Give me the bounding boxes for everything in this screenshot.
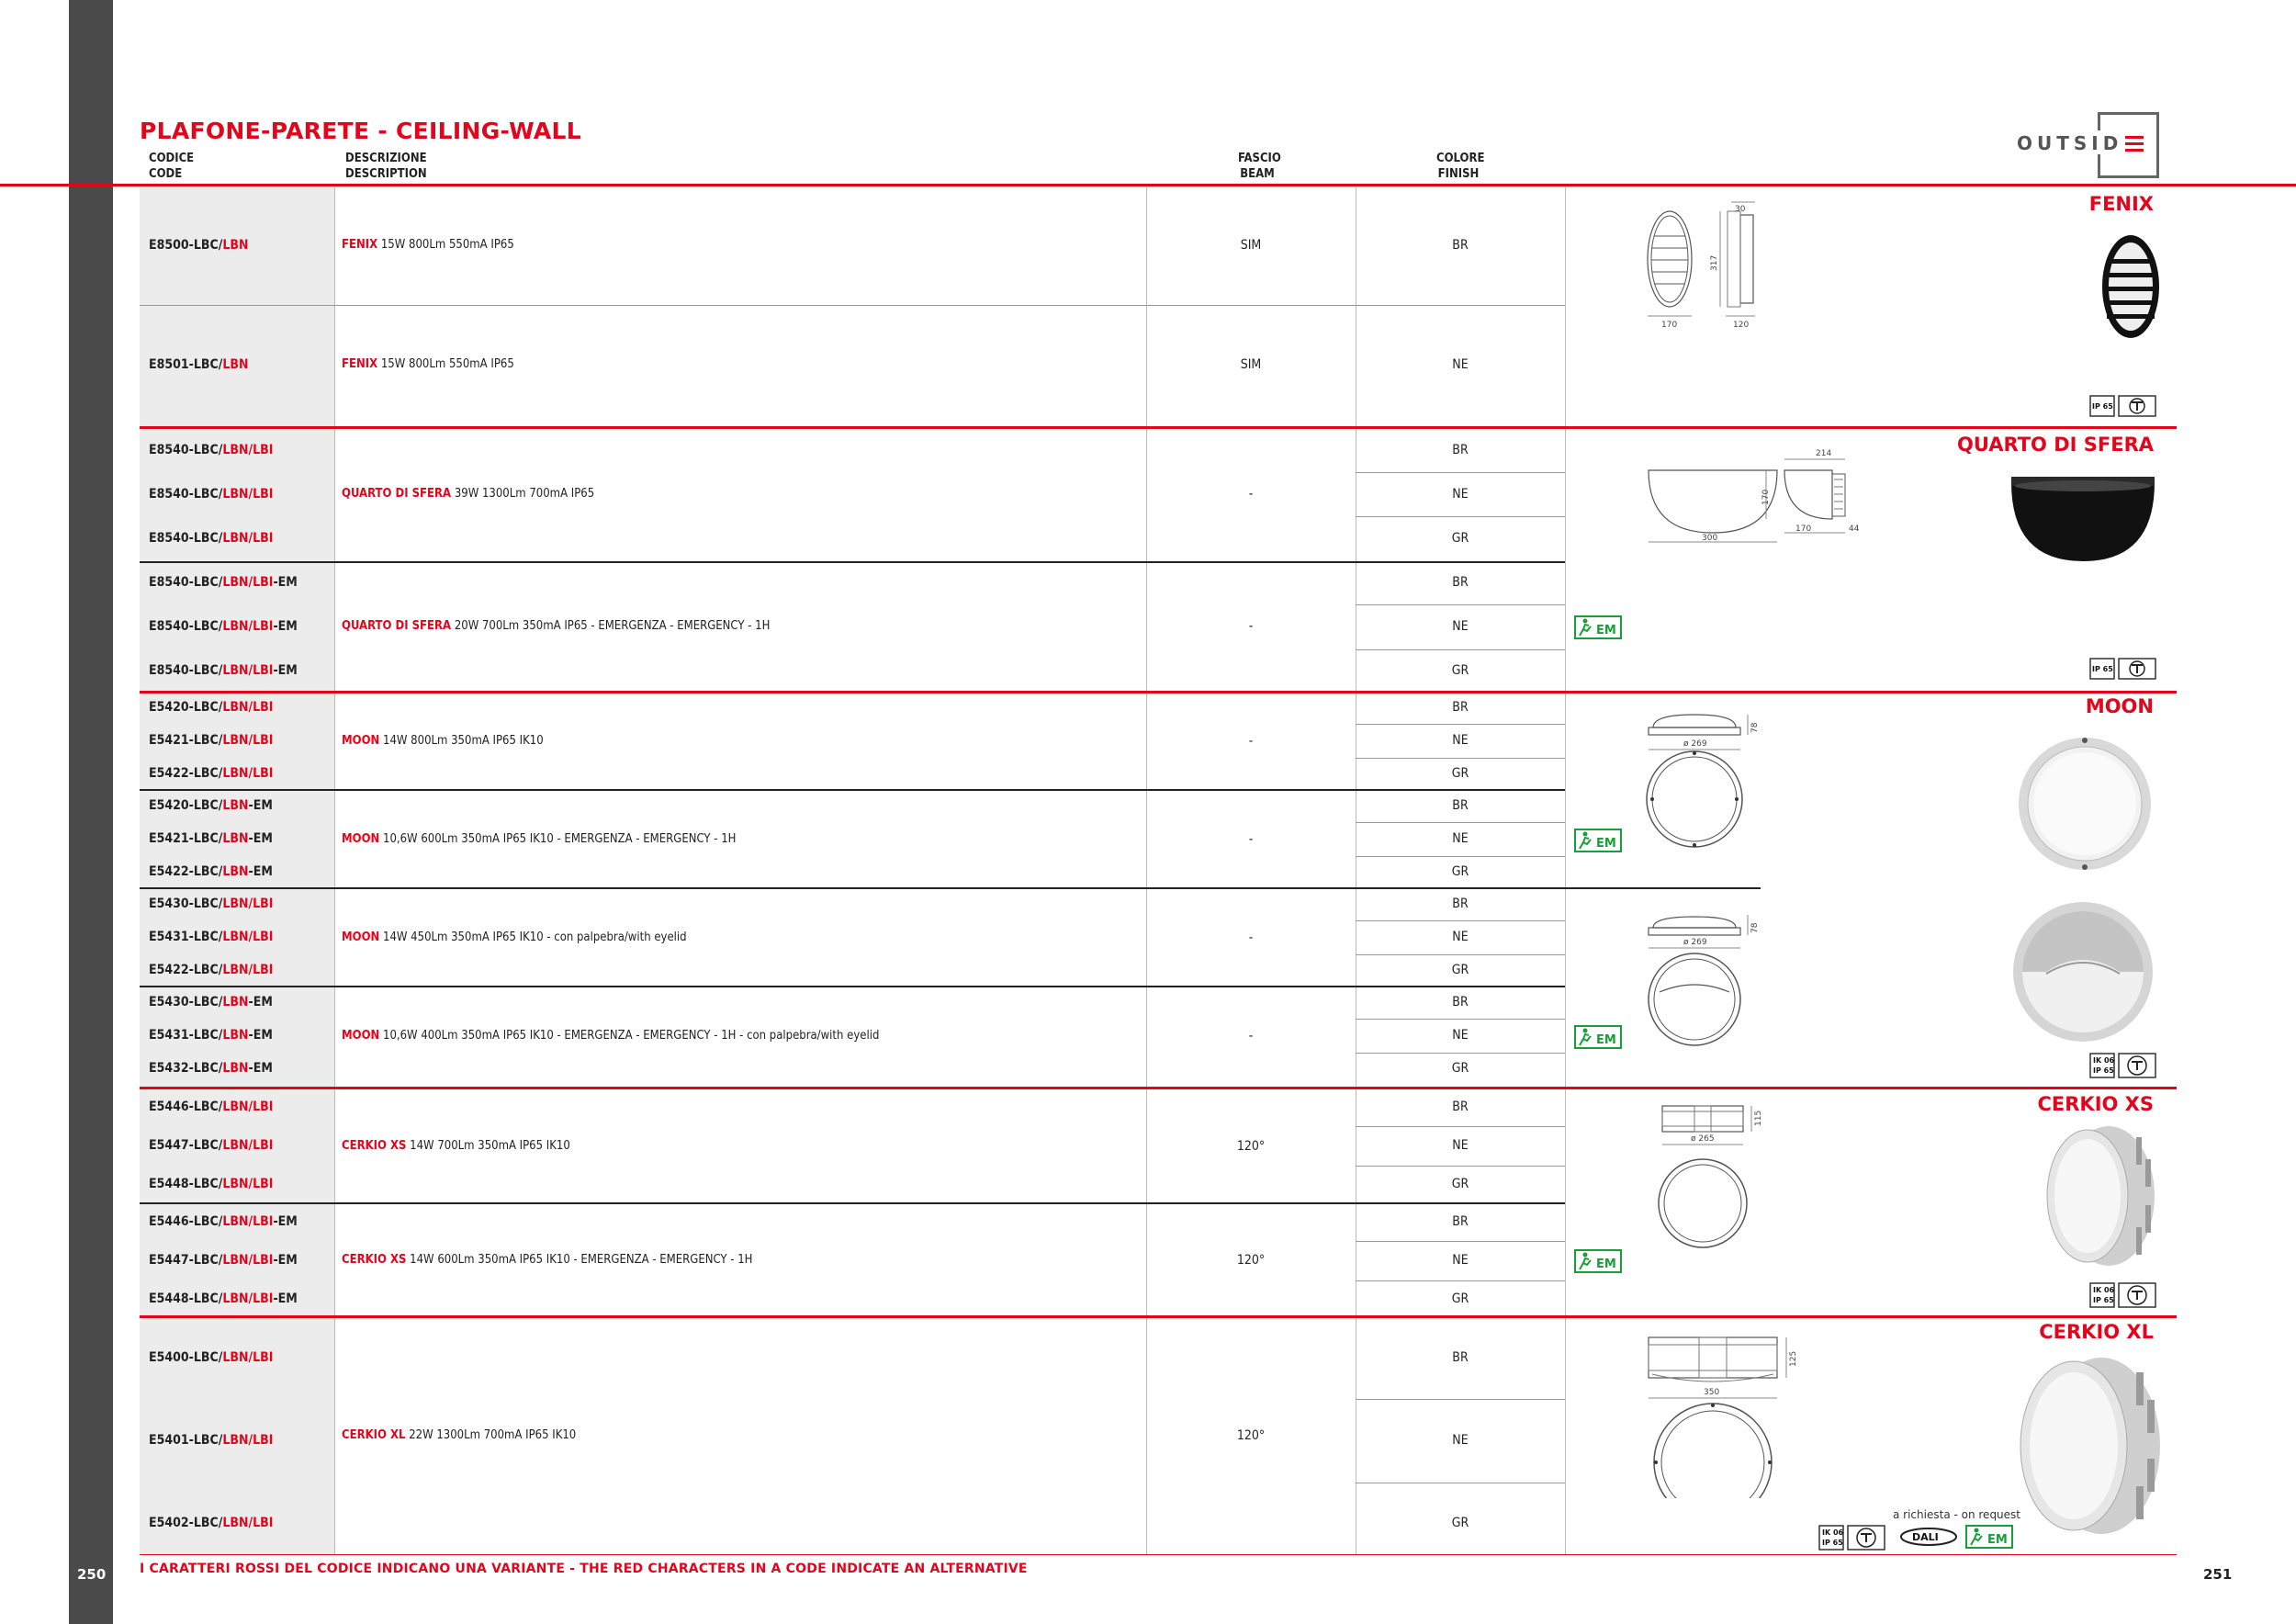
code-variant: LBN bbox=[222, 831, 249, 846]
beam-value: - bbox=[1248, 831, 1254, 847]
finish-value: NE bbox=[1452, 1253, 1469, 1268]
group-divider-red bbox=[140, 426, 2177, 429]
code-variant: LBN/LBI bbox=[222, 487, 274, 502]
ip-rating-and-thermal-icon bbox=[2089, 1282, 2157, 1310]
quarto-dim-width: 300 bbox=[1702, 534, 1718, 543]
finish-value: BR bbox=[1452, 897, 1469, 911]
cerkio-xl-dim-height: 125 bbox=[1789, 1350, 1798, 1367]
finish-value: BR bbox=[1452, 443, 1469, 457]
ip65-label: IP 65 bbox=[2093, 1066, 2114, 1075]
beam-value: 120° bbox=[1236, 1138, 1266, 1154]
code-suffix: -EM bbox=[248, 1061, 273, 1076]
cerkio-xl-technical-drawing bbox=[1639, 1328, 1805, 1498]
row-divider bbox=[1356, 472, 1565, 473]
product-description bbox=[342, 357, 514, 371]
code-variant: LBN bbox=[222, 995, 249, 1009]
product-spec: 14W 700Lm 350mA IP65 IK10 bbox=[406, 1138, 570, 1153]
code-suffix: -EM bbox=[248, 831, 273, 846]
product-code bbox=[149, 1028, 273, 1043]
code-base: E8540-LBC/ bbox=[149, 443, 223, 457]
row-divider bbox=[140, 305, 1565, 306]
header-finish-it: COLORE bbox=[1436, 152, 1485, 165]
moon-technical-drawing bbox=[1639, 705, 1786, 871]
code-variant: LBN/LBI bbox=[222, 1516, 274, 1530]
column-divider bbox=[1565, 187, 1566, 1554]
header-desc-it: DESCRIZIONE bbox=[345, 152, 427, 165]
brand-logo-frame-part bbox=[2098, 112, 2100, 130]
code-variant: LBN/LBI bbox=[222, 575, 274, 590]
product-code bbox=[149, 663, 298, 678]
ip-rating-and-thermal-icon bbox=[2089, 1053, 2157, 1080]
product-description bbox=[342, 238, 514, 252]
fenix-technical-drawing bbox=[1639, 195, 1814, 333]
ip-rating-and-thermal-icon bbox=[2089, 658, 2157, 682]
finish-value: GR bbox=[1451, 1177, 1469, 1191]
row-divider bbox=[1356, 856, 1565, 857]
code-base: E5431-LBC/ bbox=[149, 930, 223, 944]
beam-value: SIM bbox=[1240, 238, 1262, 253]
product-spec: 15W 800Lm 550mA IP65 bbox=[377, 238, 514, 252]
product-code bbox=[149, 1214, 298, 1229]
group-divider-red bbox=[140, 691, 2177, 694]
product-description bbox=[342, 1253, 752, 1267]
brand-logo-frame-part bbox=[2098, 154, 2100, 175]
code-suffix: -EM bbox=[273, 1214, 298, 1229]
product-code bbox=[149, 930, 273, 944]
finish-value: GR bbox=[1451, 766, 1469, 781]
row-divider bbox=[1356, 1280, 1565, 1281]
finish-value: NE bbox=[1452, 930, 1469, 944]
product-family-name: MOON bbox=[342, 733, 380, 748]
code-variant: LBN/LBI bbox=[222, 897, 274, 911]
emergency-em-icon bbox=[1965, 1525, 2013, 1549]
product-spec: 14W 450Lm 350mA IP65 IK10 - con palpebra/with eyelid bbox=[379, 930, 687, 944]
finish-value: NE bbox=[1452, 733, 1469, 748]
product-code bbox=[149, 1350, 273, 1365]
beam-value: - bbox=[1248, 930, 1254, 945]
finish-value: NE bbox=[1452, 619, 1469, 634]
ip65-label: IP 65 bbox=[2093, 1296, 2114, 1304]
fenix-product-image bbox=[2099, 231, 2163, 342]
exit-running-man-icon bbox=[1574, 615, 1622, 639]
product-code bbox=[149, 995, 273, 1009]
fenix-dim-depth: 30 bbox=[1735, 205, 1746, 214]
row-divider bbox=[1356, 1166, 1565, 1167]
code-variant: LBN/LBI bbox=[222, 1214, 274, 1229]
family-title-cerkio-xl: CERKIO XL bbox=[2039, 1321, 2154, 1343]
ip65-label: IP 65 bbox=[2092, 665, 2113, 673]
exit-running-man-icon bbox=[1574, 829, 1622, 852]
code-suffix: -EM bbox=[273, 575, 298, 590]
code-base: E5432-LBC/ bbox=[149, 1061, 223, 1076]
code-base: E5421-LBC/ bbox=[149, 733, 223, 748]
group-divider-red bbox=[140, 1087, 2177, 1089]
moon-eyelid-dim-height: 78 bbox=[1750, 922, 1760, 933]
product-code bbox=[149, 575, 298, 590]
page-sidebar bbox=[69, 0, 113, 1624]
header-code-it: CODICE bbox=[149, 152, 195, 165]
code-base: E8540-LBC/ bbox=[149, 487, 223, 502]
code-base: E8540-LBC/ bbox=[149, 663, 223, 678]
finish-value: BR bbox=[1452, 798, 1469, 813]
beam-value: - bbox=[1248, 619, 1254, 634]
row-divider bbox=[1356, 1399, 1565, 1400]
product-code bbox=[149, 733, 273, 748]
row-divider bbox=[1356, 1019, 1565, 1020]
code-suffix: -EM bbox=[248, 995, 273, 1009]
beam-value: 120° bbox=[1236, 1253, 1266, 1268]
code-variant: LBN bbox=[222, 357, 249, 372]
code-base: E5422-LBC/ bbox=[149, 864, 223, 879]
column-divider bbox=[1146, 187, 1147, 1554]
finish-value: BR bbox=[1452, 700, 1469, 715]
product-family-name: CERKIO XS bbox=[342, 1253, 407, 1267]
product-family-name: MOON bbox=[342, 930, 380, 944]
code-suffix: -EM bbox=[273, 1291, 298, 1306]
beam-value: - bbox=[1248, 487, 1254, 502]
product-family-name: QUARTO DI SFERA bbox=[342, 487, 452, 501]
product-code bbox=[149, 619, 298, 634]
product-code bbox=[149, 1433, 273, 1448]
product-spec: 20W 700Lm 350mA IP65 - EMERGENZA - EMERGENCY - 1H bbox=[451, 619, 771, 633]
footnote: I CARATTERI ROSSI DEL CODICE INDICANO UNA VARIANTE - THE RED CHARACTERS IN A CODE INDICATE AN ALTERNATIVE bbox=[140, 1562, 1028, 1576]
product-code bbox=[149, 238, 249, 253]
code-variant: LBN/LBI bbox=[222, 1350, 274, 1365]
ip65-label: IP 65 bbox=[1822, 1539, 1843, 1547]
product-spec: 14W 800Lm 350mA IP65 IK10 bbox=[379, 733, 544, 748]
code-base: E5420-LBC/ bbox=[149, 798, 223, 813]
code-base: E8540-LBC/ bbox=[149, 531, 223, 546]
code-variant: LBN/LBI bbox=[222, 663, 274, 678]
ik06-label: IK 06 bbox=[1822, 1528, 1844, 1537]
cerkio-xs-dim-height: 115 bbox=[1754, 1110, 1763, 1126]
code-variant: LBN bbox=[222, 1061, 249, 1076]
product-family-name: MOON bbox=[342, 1028, 380, 1043]
product-code bbox=[149, 1253, 298, 1268]
product-code bbox=[149, 357, 249, 372]
beam-value: - bbox=[1248, 733, 1254, 749]
row-divider bbox=[1356, 1053, 1565, 1054]
product-spec: 14W 600Lm 350mA IP65 IK10 - EMERGENZA - EMERGENCY - 1H bbox=[406, 1253, 753, 1267]
finish-value: GR bbox=[1451, 531, 1469, 546]
code-base: E5420-LBC/ bbox=[149, 700, 223, 715]
brand-logo-e-icon bbox=[2125, 136, 2144, 155]
row-divider bbox=[1356, 920, 1565, 921]
on-request-note: a richiesta - on request bbox=[1893, 1508, 2021, 1521]
code-suffix: -EM bbox=[273, 1253, 298, 1268]
product-family-name: MOON bbox=[342, 831, 380, 846]
code-base: E5401-LBC/ bbox=[149, 1433, 223, 1448]
em-label: EM bbox=[1596, 624, 1616, 637]
code-base: E5430-LBC/ bbox=[149, 995, 223, 1009]
product-description bbox=[342, 734, 544, 748]
row-divider bbox=[1356, 1126, 1565, 1127]
fenix-dim-side: 120 bbox=[1733, 321, 1750, 330]
moon-eyelid-product-image bbox=[2009, 898, 2156, 1045]
product-description bbox=[342, 1139, 570, 1153]
product-family-name: FENIX bbox=[342, 238, 378, 252]
cerkio-xs-product-image bbox=[2037, 1122, 2156, 1269]
product-spec: 15W 800Lm 550mA IP65 bbox=[377, 357, 514, 371]
code-base: E5446-LBC/ bbox=[149, 1100, 223, 1114]
code-variant: LBN/LBI bbox=[222, 1138, 274, 1153]
ip-rating-and-thermal-icon bbox=[2089, 395, 2157, 419]
code-suffix: -EM bbox=[248, 798, 273, 813]
dali-label: DALI bbox=[1912, 1531, 1939, 1543]
code-base: E5446-LBC/ bbox=[149, 1214, 223, 1229]
code-base: E5447-LBC/ bbox=[149, 1138, 223, 1153]
code-variant: LBN bbox=[222, 864, 249, 879]
page-number-left: 250 bbox=[77, 1566, 107, 1583]
row-divider bbox=[1356, 516, 1565, 517]
header-finish-en: FINISH bbox=[1437, 167, 1480, 181]
em-label: EM bbox=[1596, 1257, 1616, 1271]
product-code bbox=[149, 864, 273, 879]
row-divider bbox=[1356, 758, 1565, 759]
quarto-dim-height: 170 bbox=[1761, 489, 1771, 505]
emergency-em-icon bbox=[1574, 615, 1622, 639]
dali-icon bbox=[1899, 1527, 1958, 1547]
product-code bbox=[149, 1291, 298, 1306]
page-number-right: 251 bbox=[2203, 1566, 2233, 1583]
product-code bbox=[149, 1100, 273, 1114]
cerkio-xl-product-image bbox=[2009, 1354, 2161, 1538]
exit-running-man-icon bbox=[1574, 1249, 1622, 1273]
header-finish bbox=[1436, 151, 1485, 182]
family-title-moon: MOON bbox=[2085, 695, 2154, 717]
finish-value: GR bbox=[1451, 1061, 1469, 1076]
finish-value: GR bbox=[1451, 663, 1469, 678]
product-spec: 10,6W 600Lm 350mA IP65 IK10 - EMERGENZA - EMERGENCY - 1H bbox=[379, 831, 737, 846]
finish-value: BR bbox=[1452, 995, 1469, 1009]
code-base: E5402-LBC/ bbox=[149, 1516, 223, 1530]
moon-dim-height: 78 bbox=[1750, 722, 1760, 733]
product-spec: 39W 1300Lm 700mA IP65 bbox=[451, 487, 595, 501]
finish-value: NE bbox=[1452, 831, 1469, 846]
product-family-name: FENIX bbox=[342, 357, 378, 371]
moon-product-image bbox=[2016, 730, 2154, 877]
product-code bbox=[149, 963, 273, 977]
code-base: E5422-LBC/ bbox=[149, 766, 223, 781]
family-title-quarto: QUARTO DI SFERA bbox=[1956, 434, 2154, 456]
code-variant: LBN bbox=[222, 1028, 249, 1043]
exit-running-man-icon bbox=[1574, 1025, 1622, 1049]
finish-value: GR bbox=[1451, 1291, 1469, 1306]
cerkio-xs-technical-drawing bbox=[1639, 1099, 1786, 1255]
code-variant: LBN/LBI bbox=[222, 1100, 274, 1114]
family-title-cerkio-xs: CERKIO XS bbox=[2037, 1093, 2154, 1115]
ip-rating-and-thermal-icon bbox=[1818, 1525, 1886, 1552]
header-beam-en: BEAM bbox=[1240, 167, 1275, 181]
product-description bbox=[342, 832, 736, 846]
product-code bbox=[149, 443, 273, 457]
code-base: E5431-LBC/ bbox=[149, 1028, 223, 1043]
code-variant: LBN/LBI bbox=[222, 766, 274, 781]
code-variant: LBN/LBI bbox=[222, 619, 274, 634]
finish-value: GR bbox=[1451, 864, 1469, 879]
row-divider bbox=[1356, 604, 1565, 605]
family-title-fenix: FENIX bbox=[2088, 193, 2154, 215]
header-beam-it: FASCIO bbox=[1238, 152, 1281, 165]
product-spec: 10,6W 400Lm 350mA IP65 IK10 - EMERGENZA - EMERGENCY - 1H - con palpebra/with eyelid bbox=[379, 1028, 880, 1043]
ik06-label: IK 06 bbox=[2093, 1056, 2115, 1065]
subgroup-divider bbox=[140, 561, 1565, 563]
subgroup-divider bbox=[140, 986, 1565, 987]
row-divider bbox=[1356, 1241, 1565, 1242]
finish-value: GR bbox=[1451, 963, 1469, 977]
fenix-dim-width: 170 bbox=[1661, 321, 1678, 330]
code-base: E5448-LBC/ bbox=[149, 1291, 223, 1306]
quarto-dim-depth: 170 bbox=[1795, 524, 1812, 534]
moon-eyelid-technical-drawing bbox=[1639, 908, 1786, 1073]
finish-value: GR bbox=[1451, 1516, 1469, 1530]
cerkio-xl-dim-width: 350 bbox=[1704, 1388, 1720, 1397]
product-code bbox=[149, 700, 273, 715]
code-base: E8500-LBC/ bbox=[149, 238, 223, 253]
subgroup-divider bbox=[140, 887, 1761, 889]
finish-value: NE bbox=[1452, 1433, 1469, 1448]
product-code bbox=[149, 897, 273, 911]
code-variant: LBN/LBI bbox=[222, 733, 274, 748]
code-base: E5430-LBC/ bbox=[149, 897, 223, 911]
row-divider bbox=[1356, 954, 1565, 955]
emergency-em-icon bbox=[1574, 1025, 1622, 1049]
subgroup-divider bbox=[140, 1202, 1565, 1204]
code-base: E5448-LBC/ bbox=[149, 1177, 223, 1191]
code-variant: LBN/LBI bbox=[222, 930, 274, 944]
header-divider bbox=[0, 184, 2296, 186]
finish-value: BR bbox=[1452, 575, 1469, 590]
certification-badges bbox=[2089, 1282, 2157, 1314]
code-variant: LBN/LBI bbox=[222, 1253, 274, 1268]
product-description bbox=[342, 1428, 576, 1442]
code-base: E8540-LBC/ bbox=[149, 575, 223, 590]
subgroup-divider bbox=[140, 789, 1565, 791]
certification-badges bbox=[2089, 1053, 2157, 1085]
column-divider bbox=[334, 187, 335, 1554]
product-code bbox=[149, 798, 273, 813]
em-label: EM bbox=[1987, 1533, 2008, 1547]
moon-eyelid-dim-diameter: ø 269 bbox=[1683, 938, 1707, 947]
product-description bbox=[342, 1029, 879, 1043]
brand-logo-text: OUTSID bbox=[2017, 132, 2123, 154]
finish-value: NE bbox=[1452, 1138, 1469, 1153]
product-code bbox=[149, 831, 273, 846]
code-base: E8540-LBC/ bbox=[149, 619, 223, 634]
finish-value: NE bbox=[1452, 487, 1469, 502]
row-divider bbox=[1356, 649, 1565, 650]
product-code bbox=[149, 1138, 273, 1153]
product-code bbox=[149, 487, 273, 502]
product-code bbox=[149, 1061, 273, 1076]
product-family-name: CERKIO XS bbox=[342, 1138, 407, 1153]
row-divider bbox=[1356, 724, 1565, 725]
finish-value: NE bbox=[1452, 357, 1469, 372]
code-variant: LBN/LBI bbox=[222, 700, 274, 715]
code-base: E5447-LBC/ bbox=[149, 1253, 223, 1268]
code-suffix: -EM bbox=[273, 619, 298, 634]
group-divider-red bbox=[140, 1315, 2177, 1318]
finish-value: NE bbox=[1452, 1028, 1469, 1043]
beam-value: - bbox=[1248, 1028, 1254, 1043]
product-spec: 22W 1300Lm 700mA IP65 IK10 bbox=[405, 1427, 577, 1442]
finish-value: BR bbox=[1452, 1214, 1469, 1229]
row-divider bbox=[1356, 822, 1565, 823]
certification-badges bbox=[1818, 1525, 1886, 1557]
em-label: EM bbox=[1596, 836, 1616, 851]
ik06-label: IK 06 bbox=[2093, 1286, 2115, 1294]
header-beam bbox=[1238, 151, 1281, 182]
code-base: E8501-LBC/ bbox=[149, 357, 223, 372]
beam-value: SIM bbox=[1240, 357, 1262, 372]
exit-running-man-icon bbox=[1965, 1525, 2013, 1549]
emergency-em-icon bbox=[1574, 829, 1622, 852]
code-variant: LBN/LBI bbox=[222, 531, 274, 546]
certification-badges bbox=[2089, 395, 2157, 423]
page-title: PLAFONE-PARETE - CEILING-WALL bbox=[140, 118, 581, 144]
code-variant: LBN bbox=[222, 798, 249, 813]
emergency-em-icon bbox=[1574, 1249, 1622, 1273]
product-code bbox=[149, 531, 273, 546]
quarto-technical-drawing bbox=[1639, 441, 1887, 551]
finish-value: BR bbox=[1452, 238, 1469, 253]
code-suffix: -EM bbox=[248, 864, 273, 879]
em-label: EM bbox=[1596, 1032, 1616, 1047]
product-code bbox=[149, 1516, 273, 1530]
code-base: E5400-LBC/ bbox=[149, 1350, 223, 1365]
code-base: E5422-LBC/ bbox=[149, 963, 223, 977]
moon-dim-diameter: ø 269 bbox=[1683, 739, 1707, 749]
cerkio-xs-dim-diameter: ø 265 bbox=[1691, 1134, 1715, 1144]
header-code bbox=[149, 151, 194, 182]
header-desc-en: DESCRIPTION bbox=[345, 167, 427, 181]
header-code-en: CODE bbox=[149, 167, 183, 181]
code-suffix: -EM bbox=[273, 663, 298, 678]
product-code bbox=[149, 1177, 273, 1191]
code-variant: LBN/LBI bbox=[222, 963, 274, 977]
quarto-dim-top: 214 bbox=[1816, 449, 1832, 458]
quarto-dim-base: 44 bbox=[1849, 524, 1860, 534]
code-variant: LBN/LBI bbox=[222, 1177, 274, 1191]
product-family-name: QUARTO DI SFERA bbox=[342, 619, 452, 633]
code-suffix: -EM bbox=[248, 1028, 273, 1043]
finish-value: BR bbox=[1452, 1350, 1469, 1365]
header-description bbox=[345, 151, 427, 182]
code-variant: LBN bbox=[222, 238, 249, 253]
product-description bbox=[342, 619, 770, 633]
product-description bbox=[342, 487, 594, 501]
certification-badges bbox=[2089, 658, 2157, 686]
ip65-label: IP 65 bbox=[2092, 402, 2113, 411]
product-family-name: CERKIO XL bbox=[342, 1427, 406, 1442]
code-variant: LBN/LBI bbox=[222, 443, 274, 457]
finish-value: BR bbox=[1452, 1100, 1469, 1114]
quarto-product-image bbox=[2009, 473, 2156, 565]
dali-badge bbox=[1899, 1527, 1958, 1551]
product-code bbox=[149, 766, 273, 781]
fenix-dim-height: 317 bbox=[1710, 254, 1719, 271]
code-base: E5421-LBC/ bbox=[149, 831, 223, 846]
code-variant: LBN/LBI bbox=[222, 1291, 274, 1306]
code-variant: LBN/LBI bbox=[222, 1433, 274, 1448]
beam-value: 120° bbox=[1236, 1427, 1266, 1443]
product-description bbox=[342, 930, 687, 944]
